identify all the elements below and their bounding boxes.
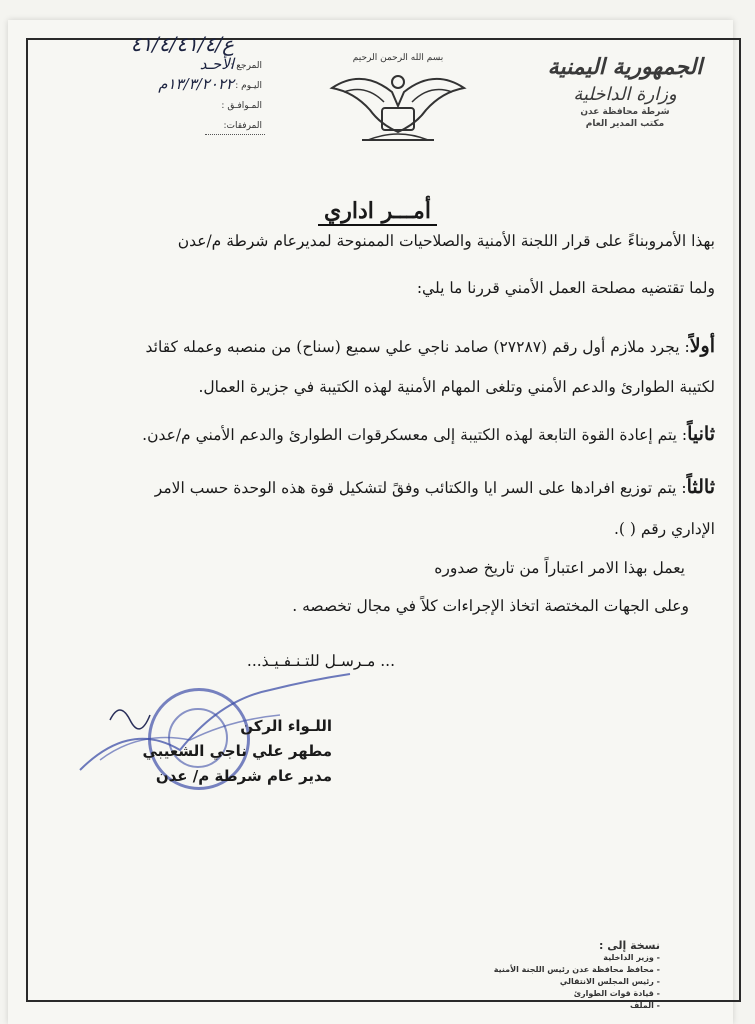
item-second-label: ثانياً: [687, 423, 715, 445]
item-first-text: : يجرد ملازم أول رقم (٢٧٢٨٧) صامد ناجي علي سميع (سناح) من منصبه وعمله كقائد: [145, 338, 690, 356]
police-name: شرطة محافظة عدن: [580, 107, 670, 117]
ref-label: المرجع :: [230, 61, 262, 71]
reference-values: [34, 34, 234, 94]
signatory-title: مدير عام شرطة م/ عدن: [155, 767, 332, 785]
item-second-text: : يتم إعادة القوة التابعة لهذه الكتيبة إلى معسكرقوات الطوارئ والدعم الأمني م/عدن.: [142, 426, 688, 444]
send-line: ... مـرسـل للتـنـفـيـذ...: [246, 652, 395, 670]
eagle-emblem-icon: [322, 48, 474, 148]
office-name: مكتب المدير العام: [585, 119, 665, 129]
authorities-line: وعلى الجهات المختصة اتخاذ الإجراءات كلاً في مجال تخصصه .: [292, 597, 689, 615]
date-label: المـوافـق :: [221, 101, 262, 111]
copy-item: - رئيس المجلس الانتقالي: [470, 976, 660, 988]
document-title-text: أمـــر اداري: [318, 198, 437, 226]
intro-line-1: بهذا الأمروبناءً على قرار اللجنة الأمنية والصلاحيات الممنوحة لمديرعام شرطة م/عدن: [177, 232, 715, 250]
basmala-text: بسم الله الرحمن الرحيم: [352, 53, 444, 63]
attachments-line: [205, 134, 265, 136]
country-name: الجمهورية اليمنية: [547, 54, 703, 80]
copy-item: - قيادة قوات الطوارئ: [470, 988, 660, 1000]
attachments-label: المرفقات:: [223, 121, 262, 131]
letterhead-right: [535, 54, 715, 129]
signatory-name: مطهر علي ناجي الشعيبي: [142, 742, 332, 760]
copy-item: - محافظ محافظة عدن رئيس اللجنة الأمنية: [470, 964, 660, 976]
effect-line: يعمل بهذا الامر اعتباراً من تاريخ صدوره: [434, 559, 685, 577]
document-title: [0, 198, 755, 224]
item-first-label: أولاً: [689, 335, 715, 357]
date-value: ١٣/٣/٢٠٢٢م: [158, 75, 234, 93]
item-third: [155, 478, 715, 497]
item-third-cont: الإداري رقم ( ).: [614, 520, 715, 538]
copy-item: - وزير الداخلية: [470, 952, 660, 964]
item-first: [146, 337, 715, 356]
copy-item: - الملف: [470, 1000, 660, 1012]
ref-value: ع/٤١/٤/٤١/٤: [130, 32, 234, 56]
day-value: الأحـد: [199, 55, 234, 73]
copies-list: [470, 940, 660, 1012]
item-third-label: ثالثاً: [686, 476, 715, 498]
day-label: اليـوم :: [235, 81, 262, 91]
intro-line-2: ولما تقتضيه مصلحة العمل الأمني قررنا ما يلي:: [416, 279, 715, 297]
signature-block: [62, 714, 332, 789]
ministry-name: وزارة الداخلية: [573, 84, 677, 105]
item-first-cont: لكتيبة الطوارئ والدعم الأمني وتلغى المهام الأمنية لهذه الكتيبة في جزيرة العمال.: [198, 378, 715, 396]
item-third-text: : يتم توزيع افرادها على السر ايا والكتائب وفقً لتشكيل قوة هذه الوحدة حسب الامر: [154, 479, 687, 497]
copies-heading: نسخة إلى :: [598, 939, 660, 952]
item-second: [142, 425, 715, 444]
signatory-rank: اللـواء الركن: [240, 717, 332, 735]
